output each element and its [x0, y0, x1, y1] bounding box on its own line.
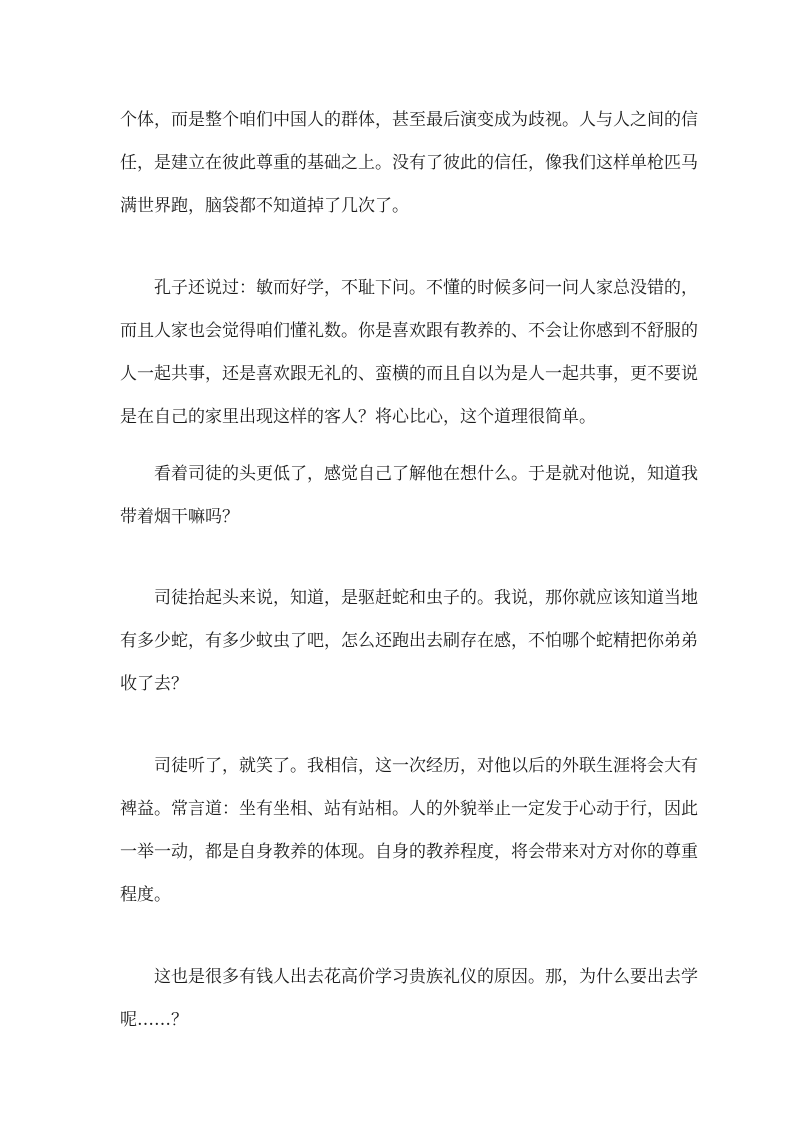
text-line: 司徒听了，就笑了。我相信，这一次经历，对他以后的外联生涯将会大有: [154, 756, 698, 776]
text-line: 裨益。常言道：坐有坐相、站有站相。人的外貌举止一定发于心动于行，因此: [120, 799, 698, 819]
text-line: 带着烟干嘛吗？: [120, 507, 239, 527]
text-line: 收了去？: [120, 674, 188, 694]
text-line: 一举一动，都是自身教养的体现。自身的教养程度，将会带来对方对你的尊重: [120, 842, 698, 862]
text-line: 是在自己的家里出现这样的客人？将心比心，这个道理很简单。: [120, 407, 596, 427]
text-line: 个体，而是整个咱们中国人的群体，甚至最后演变成为歧视。人与人之间的信: [120, 110, 698, 130]
text-line: 有多少蛇，有多少蚊虫了吧，怎么还跑出去刷存在感，不怕哪个蛇精把你弟弟: [120, 631, 698, 651]
text-line: 孔子还说过：敏而好学，不耻下问。不懂的时候多问一问人家总没错的，: [154, 278, 698, 298]
text-line: 司徒抬起头来说，知道，是驱赶蛇和虫子的。我说，那你就应该知道当地: [154, 588, 698, 608]
text-line: 呢……？: [120, 1010, 188, 1030]
text-line: 程度。: [120, 885, 171, 905]
text-line: 看着司徒的头更低了，感觉自己了解他在想什么。于是就对他说，知道我: [154, 464, 698, 484]
text-line: 这也是很多有钱人出去花高价学习贵族礼仪的原因。那，为什么要出去学: [154, 967, 698, 987]
text-line: 满世界跑，脑袋都不知道掉了几次了。: [120, 196, 409, 216]
text-line: 而且人家也会觉得咱们懂礼数。你是喜欢跟有教养的、不会让你感到不舒服的: [120, 321, 698, 341]
text-line: 人一起共事，还是喜欢跟无礼的、蛮横的而且自以为是人一起共事，更不要说: [120, 364, 698, 384]
text-line: 任，是建立在彼此尊重的基础之上。没有了彼此的信任，像我们这样单枪匹马: [120, 153, 698, 173]
